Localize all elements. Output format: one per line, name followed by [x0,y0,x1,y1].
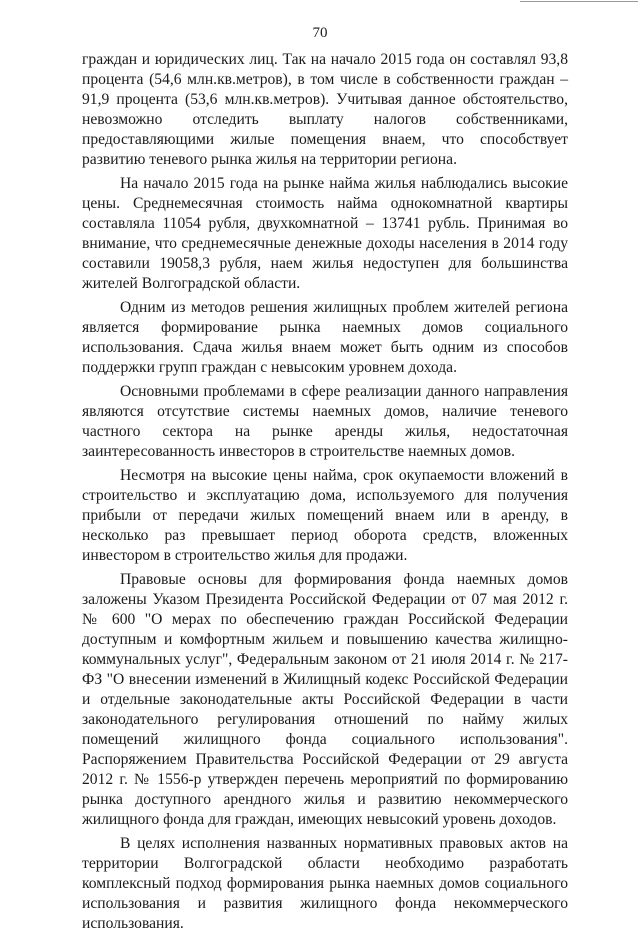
paragraph-rental-prices: На начало 2015 года на рынке найма жилья наблюдались высокие цены. Среднемесячная стоимость найма однокомнатной квартиры составляла 11054 рубля, двухкомнатной – 13741 рубль. Принимая во внимание, что среднемесячные денежные доходы населения в 2014 году составили 19058,3 рубля, наем жилья недоступен для большинства жителей Волгоградской области. [82,175,568,292]
paragraph-rental-housing-market: Одним из методов решения жилищных проблем жителей региона является формирование рынка наемных домов социального использования. Сдача жилья внаем может быть одним из способов поддержки групп граждан с невысоким уровнем дохода. [82,299,568,376]
paragraph-main-problems: Основными проблемами в сфере реализации данного направления являются отсутствие системы наемных домов, наличие теневого частного сектора на рынке аренды жилья, недостаточная заинтересованность инвесторов в строительстве наемных домов. [82,383,568,460]
paragraph-continuation: граждан и юридических лиц. Так на начало 2015 года он составлял 93,8 процента (54,6 млн.кв.метров), в том числе в собственности граждан – 91,9 процента (53,6 млн.кв.метров). Учитывая данное обстоятельство, невозможно отследить выплату налогов собственниками, предоставляющими жилые помещения внаем, что способствует развитию теневого рынка жилья на территории региона. [82,51,568,168]
paragraph-legal-basis: Правовые основы для формирования фонда наемных домов заложены Указом Президента Российской Федерации от 07 мая 2012 г. № 600 "О мерах по обеспечению граждан Российской Федерации доступным и комфортным жильем и повышению качества жилищно-коммунальных услуг", Федеральным законом от 21 июля 2014 г. № 217-ФЗ "О внесении изменений в Жилищный кодекс Российской Федерации и отдельные законодательные акты Российской Федерации в части законодательного регулирования отношений по найму жилых помещений жилищного фонда социального использования". Распоряжением Правительства Российской Федерации от 29 августа 2012 г. № 1556-р утвержден перечень мероприятий по формированию рынка доступного арендного жилья и развитию некоммерческого жилищного фонда для граждан, имеющих невысокий уровень доходов. [82,571,568,828]
top-edge-rule [520,1,638,2]
paragraph-implementation-goals: В целях исполнения названных нормативных правовых актов на территории Волгоградской области необходимо разработать комплексный подход формирования рынка наемных домов социального использования и развития жилищного фонда некоммерческого использования. [82,835,568,932]
page-number: 70 [312,25,328,41]
document-body [82,50,568,938]
paragraph-payback-period: Несмотря на высокие цены найма, срок окупаемости вложений в строительство и эксплуатацию дома, используемого для получения прибыли от передачи жилых помещений внаем или в аренду, в несколько раз превышает период оборота средств, вложенных инвестором в строительство жилья для продажи. [82,467,568,564]
